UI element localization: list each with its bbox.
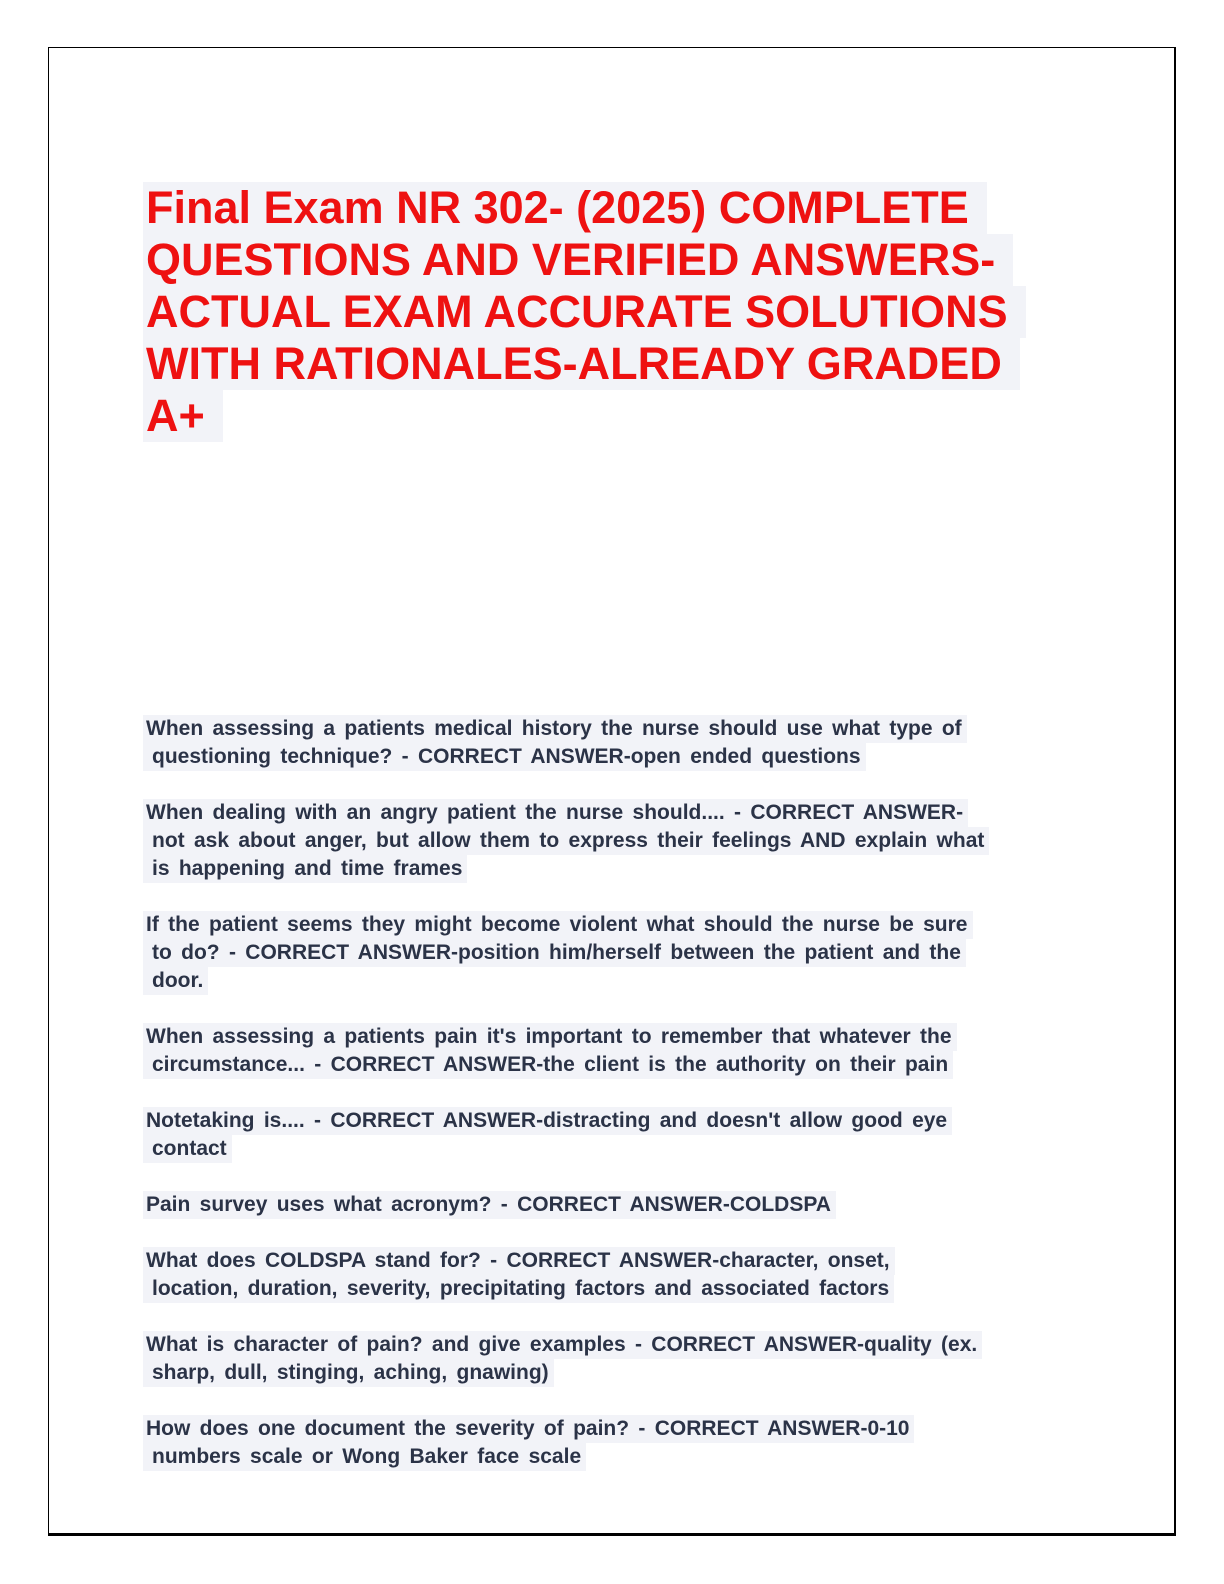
qa-text-line: When assessing a patients pain it's important to remember that whatever the	[143, 1023, 957, 1051]
title-line: QUESTIONS AND VERIFIED ANSWERS-	[143, 234, 1013, 286]
qa-content	[143, 715, 1073, 1499]
qa-paragraph	[143, 715, 1073, 771]
qa-text-line: When dealing with an angry patient the nurse should.... - CORRECT ANSWER-	[143, 799, 968, 827]
qa-text-line: What does COLDSPA stand for? - CORRECT ANSWER-character, onset,	[143, 1247, 895, 1275]
qa-text-line: What is character of pain? and give examples - CORRECT ANSWER-quality (ex.	[143, 1331, 982, 1359]
qa-text-line: contact	[143, 1135, 232, 1163]
qa-paragraph	[143, 1331, 1073, 1387]
qa-text-line: to do? - CORRECT ANSWER-position him/herself between the patient and the	[143, 939, 966, 967]
qa-paragraph	[143, 1023, 1073, 1079]
qa-paragraph	[143, 799, 1073, 883]
qa-text-line: Pain survey uses what acronym? - CORRECT ANSWER-COLDSPA	[143, 1191, 836, 1219]
qa-text-line: If the patient seems they might become violent what should the nurse be sure	[143, 911, 973, 939]
title-line: ACTUAL EXAM ACCURATE SOLUTIONS	[143, 286, 1026, 338]
qa-paragraph	[143, 1191, 1073, 1219]
qa-text-line: sharp, dull, stinging, aching, gnawing)	[143, 1359, 554, 1387]
qa-text-line: numbers scale or Wong Baker face scale	[143, 1443, 586, 1471]
qa-text-line: How does one document the severity of pain? - CORRECT ANSWER-0-10	[143, 1415, 914, 1443]
title-line: A+	[143, 390, 223, 442]
qa-text-line: questioning technique? - CORRECT ANSWER-open ended questions	[143, 743, 866, 771]
qa-text-line: is happening and time frames	[143, 855, 467, 883]
qa-text-line: When assessing a patients medical history the nurse should use what type of	[143, 715, 967, 743]
qa-text-line: not ask about anger, but allow them to express their feelings AND explain what	[143, 827, 989, 855]
qa-text-line: circumstance... - CORRECT ANSWER-the client is the authority on their pain	[143, 1051, 953, 1079]
qa-text-line: location, duration, severity, precipitating factors and associated factors	[143, 1275, 894, 1303]
qa-paragraph	[143, 911, 1073, 995]
qa-paragraph	[143, 1107, 1073, 1163]
qa-text-line: door.	[143, 967, 208, 995]
title-line: WITH RATIONALES-ALREADY GRADED	[143, 338, 1020, 390]
document-title	[143, 182, 1026, 442]
qa-paragraph	[143, 1415, 1073, 1471]
qa-text-line: Notetaking is.... - CORRECT ANSWER-distracting and doesn't allow good eye	[143, 1107, 952, 1135]
title-line: Final Exam NR 302- (2025) COMPLETE	[143, 182, 987, 234]
qa-paragraph	[143, 1247, 1073, 1303]
